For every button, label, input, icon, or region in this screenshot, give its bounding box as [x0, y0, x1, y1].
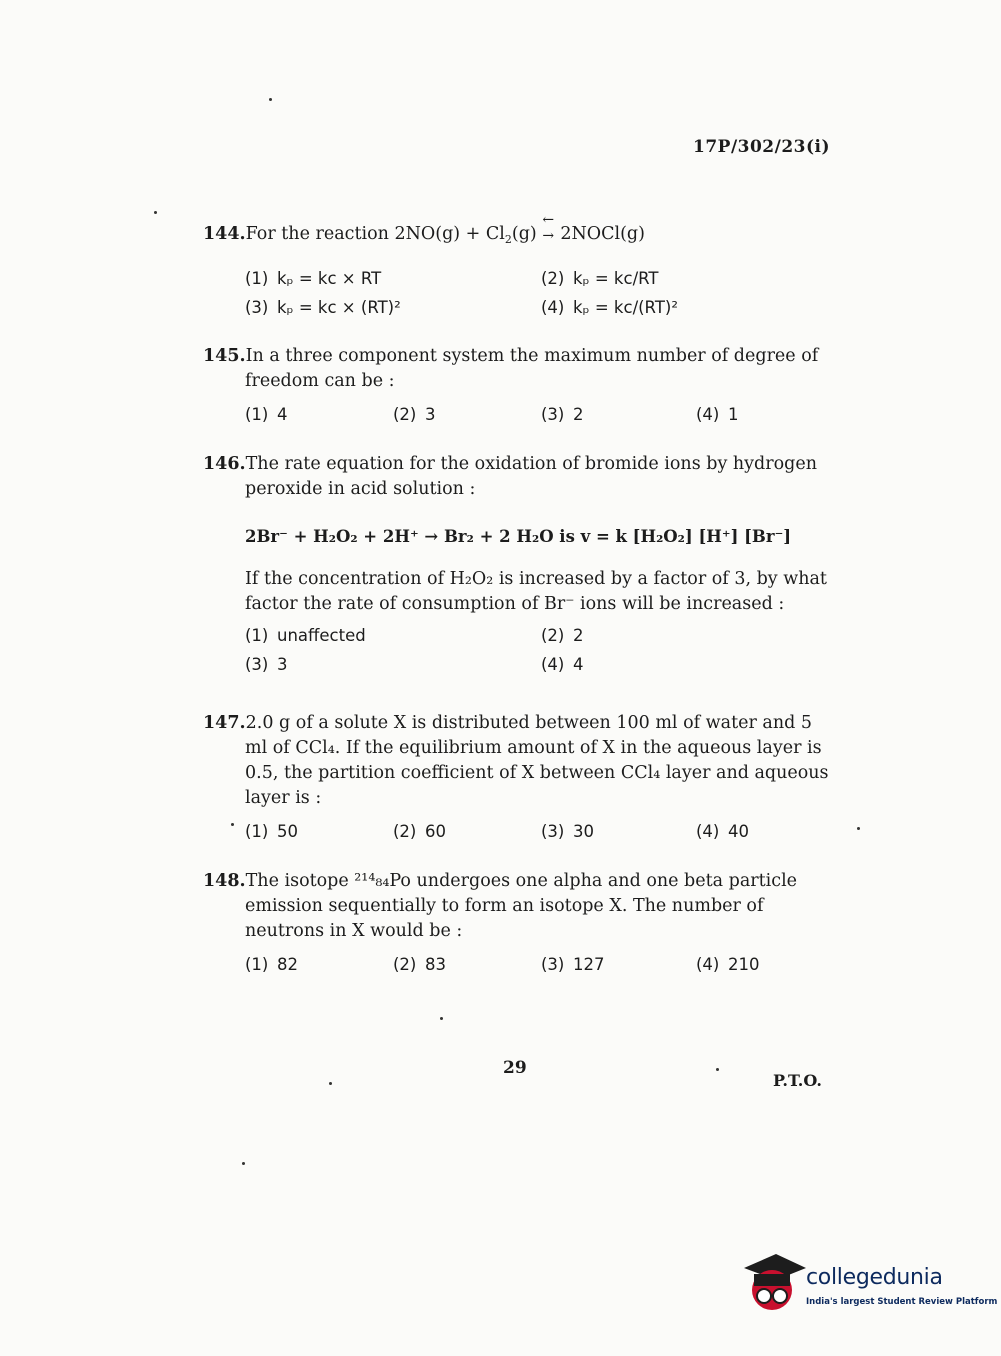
question-144 [203, 212, 838, 320]
scan-speck [329, 1082, 332, 1085]
question-text: 148.The isotope ²¹⁴₈₄Po undergoes one alpha and one beta particle [203, 871, 798, 891]
scan-speck [269, 98, 272, 101]
option-4: (4) kₚ = kᴄ/(RT)² [541, 298, 678, 317]
option-1: (1) 50 [245, 822, 298, 841]
question-146: 146.The rate equation for the oxidation of bromide ions by hydrogen peroxide in acid solution : 2Br⁻ + H₂O₂ + 2H⁺ → Br₂ + 2 H₂O is v = k [H₂O₂] [H⁺] [Br⁻] If the concentration of H₂O₂ is increased by a factor of 3, by what factor the rate of consumption of Br⁻ ions will be increased : (1) unaffected (2) 2 (3) 3 (4) 4 [203, 452, 838, 677]
option-3: (3) 2 [541, 405, 584, 424]
pto-label: P.T.O. [773, 1071, 822, 1090]
question-text: 146.The rate equation for the oxidation of bromide ions by hydrogen [203, 454, 817, 474]
option-2: (2) 60 [393, 822, 446, 841]
option-1: (1) 82 [245, 955, 298, 974]
option-4: (4) 1 [696, 405, 739, 424]
question-number: 148. [203, 871, 246, 891]
paper-code: 17P/302/23(i) [693, 137, 831, 157]
option-1: (1) kₚ = kᴄ × RT [245, 269, 382, 288]
option-4: (4) 4 [541, 655, 584, 674]
scan-speck [154, 211, 157, 214]
question-number: 146. [203, 454, 246, 474]
option-3: (3) 3 [245, 655, 288, 674]
question-text: 144.For the reaction $2NO(g) + Cl_2(g)$ ← → 2NOCl(g) [203, 212, 645, 246]
option-2: (2) 2 [541, 626, 584, 645]
scan-speck [857, 827, 860, 830]
equilibrium-arrows-icon: ← → [542, 212, 555, 244]
scan-speck [231, 823, 234, 826]
question-number: 147. [203, 713, 246, 733]
option-1: (1) 4 [245, 405, 288, 424]
question-number: 144. [203, 224, 246, 244]
option-3: (3) 127 [541, 955, 605, 974]
option-1: (1) unaffected [245, 626, 366, 645]
brand-tagline: India's largest Student Review Platform [806, 1297, 998, 1307]
option-4: (4) 210 [696, 955, 760, 974]
option-2: (2) 3 [393, 405, 436, 424]
option-4: (4) 40 [696, 822, 749, 841]
question-text: 147.2.0 g of a solute X is distributed between 100 ml of water and 5 [203, 713, 812, 733]
scan-speck [440, 1017, 443, 1020]
question-147: 147.2.0 g of a solute X is distributed between 100 ml of water and 5 ml of CCl₄. If the equilibrium amount of X in the aqueous layer is 0.5, the partition coefficient of X between CCl₄ layer and aqueous layer is : (1) 50 (2) 60 (3) 30 (4) 40 [203, 711, 838, 844]
scan-speck [242, 1162, 245, 1165]
question-number: 145. [203, 346, 246, 366]
question-148: 148.The isotope ²¹⁴₈₄Po undergoes one alpha and one beta particle emission sequentially to form an isotope X. The number of neutrons in X would be : (1) 82 (2) 83 (3) 127 (4) 210 [203, 869, 838, 977]
option-2: (2) 83 [393, 955, 446, 974]
option-3: (3) kₚ = kᴄ × (RT)² [245, 298, 401, 317]
option-3: (3) 30 [541, 822, 594, 841]
page-number: 29 [503, 1058, 527, 1078]
rate-equation: 2Br⁻ + H₂O₂ + 2H⁺ → Br₂ + 2 H₂O is v = k [H₂O₂] [H⁺] [Br⁻] [245, 527, 792, 546]
scan-speck [716, 1068, 719, 1071]
question-145: 145.In a three component system the maximum number of degree of freedom can be : (1) 4 (2) 3 (3) 2 (4) 1 [203, 344, 838, 427]
option-2: (2) kₚ = kᴄ/RT [541, 269, 659, 288]
brand-name: collegedunia [806, 1265, 943, 1290]
question-text: 145.In a three component system the maximum number of degree of [203, 346, 819, 366]
